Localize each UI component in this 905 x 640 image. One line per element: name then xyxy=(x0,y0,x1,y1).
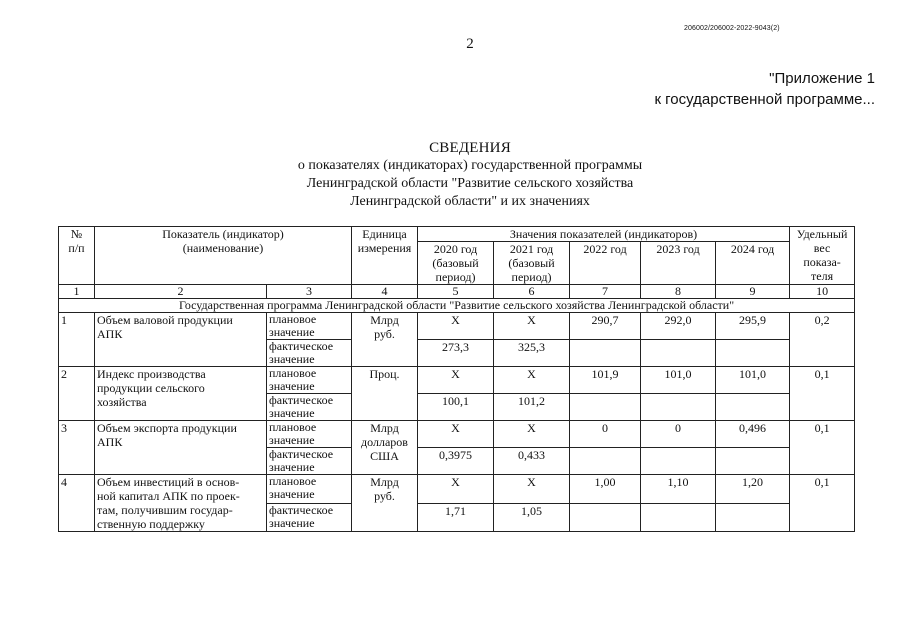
fact-label xyxy=(267,448,352,475)
header-year-line: период) xyxy=(511,270,552,284)
unit-line: руб. xyxy=(374,327,395,341)
plan-value-2022: 290,7 xyxy=(570,313,641,340)
header-unit xyxy=(352,227,418,285)
column-number: 6 xyxy=(494,285,570,299)
document-id: 206002/206002-2022-9043(2) xyxy=(684,25,780,32)
fact-value-2020: 100,1 xyxy=(418,394,494,421)
appendix-reference xyxy=(654,68,875,110)
appendix-line-1: "Приложение 1 xyxy=(769,70,875,87)
plan-label xyxy=(267,421,352,448)
column-number: 4 xyxy=(352,285,418,299)
header-weight-line: показа- xyxy=(803,255,841,269)
unit-line: руб. xyxy=(374,489,395,503)
header-weight-line: Удельный xyxy=(796,227,848,241)
plan-value-2023: 0 xyxy=(641,421,716,448)
header-year-2020 xyxy=(418,242,494,285)
fact-value-2023 xyxy=(641,503,716,532)
fact-label xyxy=(267,394,352,421)
header-unit-line: измерения xyxy=(357,241,412,255)
weight-value: 0,1 xyxy=(790,367,855,421)
header-row xyxy=(59,227,855,242)
weight-value: 0,1 xyxy=(790,421,855,475)
column-number: 8 xyxy=(641,285,716,299)
program-title: Государственная программа Ленинградской области "Развитие сельского хозяйства Ленинградской области" xyxy=(59,299,855,313)
fact-value-2023 xyxy=(641,394,716,421)
header-weight-line: вес xyxy=(813,241,831,255)
unit xyxy=(352,367,418,421)
unit xyxy=(352,313,418,367)
weight-value: 0,1 xyxy=(790,475,855,532)
plan-value-2024: 1,20 xyxy=(716,475,790,504)
plan-value-2021: X xyxy=(494,367,570,394)
indicator-name-line: Объем инвестиций в основ- xyxy=(97,475,240,489)
indicator-name xyxy=(95,421,267,475)
header-num xyxy=(59,227,95,285)
table-row xyxy=(59,475,855,504)
header-num-line: п/п xyxy=(68,241,85,255)
indicator-name xyxy=(95,475,267,532)
plan-value-2023: 101,0 xyxy=(641,367,716,394)
fact-value-2024 xyxy=(716,503,790,532)
fact-label-line: фактическое xyxy=(269,393,334,407)
plan-value-2022: 0 xyxy=(570,421,641,448)
header-year-2022: 2022 год xyxy=(570,242,641,285)
fact-value-2021: 1,05 xyxy=(494,503,570,532)
unit-line: Млрд xyxy=(370,475,399,489)
plan-value-2021: X xyxy=(494,475,570,504)
fact-label-line: фактическое xyxy=(269,447,334,461)
header-values-group: Значения показателей (индикаторов) xyxy=(418,227,790,242)
plan-value-2023: 292,0 xyxy=(641,313,716,340)
header-indicator-line: (наименование) xyxy=(182,241,264,255)
plan-value-2020: X xyxy=(418,475,494,504)
fact-value-2023 xyxy=(641,340,716,367)
plan-label-line: плановое xyxy=(269,474,317,488)
row-number: 4 xyxy=(59,475,95,532)
fact-value-2024 xyxy=(716,394,790,421)
plan-label-line: значение xyxy=(269,487,315,501)
table-row xyxy=(59,421,855,448)
column-number: 10 xyxy=(790,285,855,299)
column-number-row xyxy=(59,285,855,299)
plan-value-2021: X xyxy=(494,313,570,340)
plan-label-line: плановое xyxy=(269,420,317,434)
column-number: 3 xyxy=(267,285,352,299)
indicator-name xyxy=(95,313,267,367)
plan-label-line: значение xyxy=(269,325,315,339)
fact-value-2021: 0,433 xyxy=(494,448,570,475)
indicator-name-line: Объем валовой продукции xyxy=(97,313,233,327)
header-weight-line: теля xyxy=(811,269,834,283)
fact-value-2020: 1,71 xyxy=(418,503,494,532)
fact-value-2020: 0,3975 xyxy=(418,448,494,475)
indicator-name-line: там, получившим государ- xyxy=(97,503,233,517)
indicator-name-line: Объем экспорта продукции xyxy=(97,421,237,435)
header-year-line: (базовый xyxy=(432,256,479,270)
unit-line: долларов xyxy=(361,435,408,449)
plan-label-line: значение xyxy=(269,379,315,393)
fact-label-line: значение xyxy=(269,352,315,366)
fact-value-2021: 101,2 xyxy=(494,394,570,421)
fact-label-line: значение xyxy=(269,515,315,530)
plan-value-2022: 101,9 xyxy=(570,367,641,394)
plan-label xyxy=(267,313,352,340)
plan-value-2020: X xyxy=(418,421,494,448)
appendix-line-2: к государственной программе... xyxy=(654,91,875,108)
plan-value-2023: 1,10 xyxy=(641,475,716,504)
row-number: 3 xyxy=(59,421,95,475)
unit-line: США xyxy=(370,449,399,463)
fact-value-2024 xyxy=(716,448,790,475)
header-num-line: № xyxy=(70,227,83,241)
program-title-row xyxy=(59,299,855,313)
fact-label-line: фактическое xyxy=(269,339,334,353)
indicators-table xyxy=(58,226,855,532)
fact-label-line: фактическое xyxy=(269,502,334,517)
unit-line: Проц. xyxy=(369,367,400,381)
plan-value-2022: 1,00 xyxy=(570,475,641,504)
fact-label xyxy=(267,503,352,532)
fact-value-2022 xyxy=(570,448,641,475)
table-row xyxy=(59,313,855,340)
column-number: 1 xyxy=(59,285,95,299)
column-number: 7 xyxy=(570,285,641,299)
plan-value-2024: 295,9 xyxy=(716,313,790,340)
unit-line: Млрд xyxy=(370,421,399,435)
plan-label xyxy=(267,367,352,394)
fact-label-line: значение xyxy=(269,460,315,474)
unit xyxy=(352,475,418,532)
header-weight xyxy=(790,227,855,285)
fact-label-line: значение xyxy=(269,406,315,420)
plan-value-2024: 101,0 xyxy=(716,367,790,394)
indicator-name-line: АПК xyxy=(97,435,123,449)
plan-value-2024: 0,496 xyxy=(716,421,790,448)
title-line-1: о показателях (индикаторах) государственной программы xyxy=(297,158,643,173)
plan-label-line: значение xyxy=(269,433,315,447)
column-number: 9 xyxy=(716,285,790,299)
plan-label xyxy=(267,475,352,504)
header-unit-line: Единица xyxy=(362,227,407,241)
plan-value-2020: X xyxy=(418,367,494,394)
header-year-2023: 2023 год xyxy=(641,242,716,285)
title-heading: СВЕДЕНИЯ xyxy=(429,140,511,156)
weight-value: 0,2 xyxy=(790,313,855,367)
fact-value-2023 xyxy=(641,448,716,475)
header-indicator xyxy=(95,227,352,285)
fact-value-2024 xyxy=(716,340,790,367)
header-indicator-line: Показатель (индикатор) xyxy=(162,227,284,241)
unit xyxy=(352,421,418,475)
plan-label-line: плановое xyxy=(269,366,317,380)
fact-value-2021: 325,3 xyxy=(494,340,570,367)
header-year-2021 xyxy=(494,242,570,285)
page-number: 2 xyxy=(466,36,474,52)
indicator-name-line: продукции сельского xyxy=(97,381,205,395)
indicator-name-line: ственную поддержку xyxy=(97,517,205,531)
header-year-line: 2021 год xyxy=(509,242,554,256)
document-title xyxy=(0,139,905,211)
plan-label-line: плановое xyxy=(269,312,317,326)
fact-label xyxy=(267,340,352,367)
indicator-name-line: Индекс производства xyxy=(97,367,206,381)
indicator-name-line: хозяйства xyxy=(97,395,147,409)
fact-value-2022 xyxy=(570,340,641,367)
fact-value-2020: 273,3 xyxy=(418,340,494,367)
row-number: 2 xyxy=(59,367,95,421)
header-year-line: 2020 год xyxy=(433,242,478,256)
title-line-3: Ленинградской области" и их значениях xyxy=(350,194,590,209)
header-year-line: (базовый xyxy=(508,256,555,270)
column-number: 2 xyxy=(95,285,267,299)
plan-value-2020: X xyxy=(418,313,494,340)
header-year-2024: 2024 год xyxy=(716,242,790,285)
indicator-name-line: АПК xyxy=(97,327,123,341)
indicator-name-line: ной капитал АПК по проек- xyxy=(97,489,240,503)
header-year-line: период) xyxy=(435,270,476,284)
indicator-name xyxy=(95,367,267,421)
title-line-2: Ленинградской области "Развитие сельского хозяйства xyxy=(306,176,634,191)
plan-value-2021: X xyxy=(494,421,570,448)
row-number: 1 xyxy=(59,313,95,367)
column-number: 5 xyxy=(418,285,494,299)
fact-value-2022 xyxy=(570,503,641,532)
fact-value-2022 xyxy=(570,394,641,421)
unit-line: Млрд xyxy=(370,313,399,327)
table-row xyxy=(59,367,855,394)
